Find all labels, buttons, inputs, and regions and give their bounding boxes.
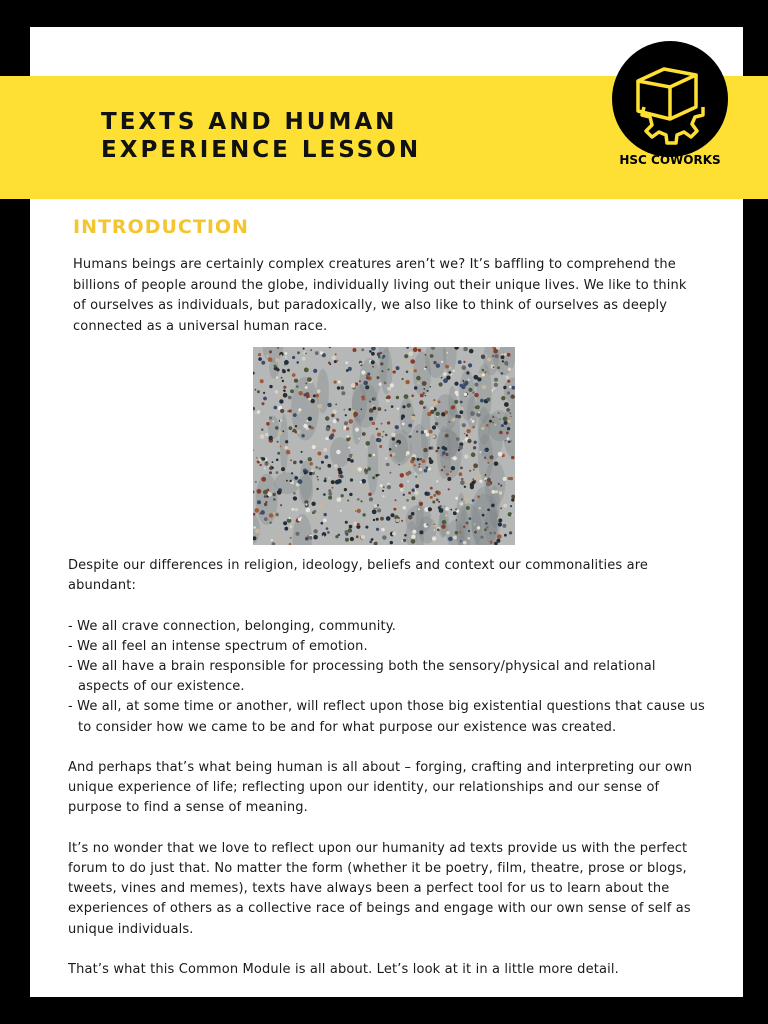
body-text <box>68 556 708 1000</box>
page-title-line-1: TEXTS AND HUMAN <box>101 109 398 135</box>
list-item: - We all have a brain responsible for processing both the sensory/physical and relational aspects of our existence. <box>68 659 656 695</box>
paragraph-common-module: That’s what this Common Module is all about. Let’s look at it in a little more detail. <box>68 962 619 977</box>
paragraph-being-human: And perhaps that’s what being human is all about – forging, crafting and interpreting our own unique experience of life; reflecting upon our identity, our relationships and our sense of purpose to find a sense of meaning. <box>68 760 693 816</box>
section-heading: INTRODUCTION <box>73 216 249 238</box>
list-item: - We all, at some time or another, will reflect upon those big existential questions that cause us to consider how we came to be and for what purpose our existence was created. <box>68 699 705 735</box>
list-item: - We all crave connection, belonging, community. <box>68 618 397 634</box>
page-title-line-2: EXPERIENCE LESSON <box>101 137 422 163</box>
list-item: - We all feel an intense spectrum of emotion. <box>68 638 368 654</box>
cube-gear-icon <box>612 41 728 157</box>
page-title <box>101 108 421 164</box>
intro-paragraph: Humans beings are certainly complex creatures aren’t we? It’s baffling to comprehend the billions of people around the globe, individually living out their unique lives. We like to think of ourselves as individuals, but paradoxically, we also like to think of ourselves as deeply connected as a universal human race. <box>73 257 687 334</box>
commonalities-list <box>68 617 708 738</box>
logo <box>612 41 728 157</box>
lead-paragraph: Despite our differences in religion, ideology, beliefs and context our commonalities are abundant: <box>68 558 649 594</box>
paragraph-texts-forum: It’s no wonder that we love to reflect upon our humanity ad texts provide us with the perfect forum to do just that. No matter the form (whether it be poetry, film, theatre, prose or blogs, tweets, vines and memes), texts have always been a perfect tool for us to learn about the experiences of others as a collective race of beings and engage with our own sense of self as unique individuals. <box>68 840 691 937</box>
crowd-photo <box>253 347 515 545</box>
logo-text: HSC COWORKS <box>619 153 721 167</box>
